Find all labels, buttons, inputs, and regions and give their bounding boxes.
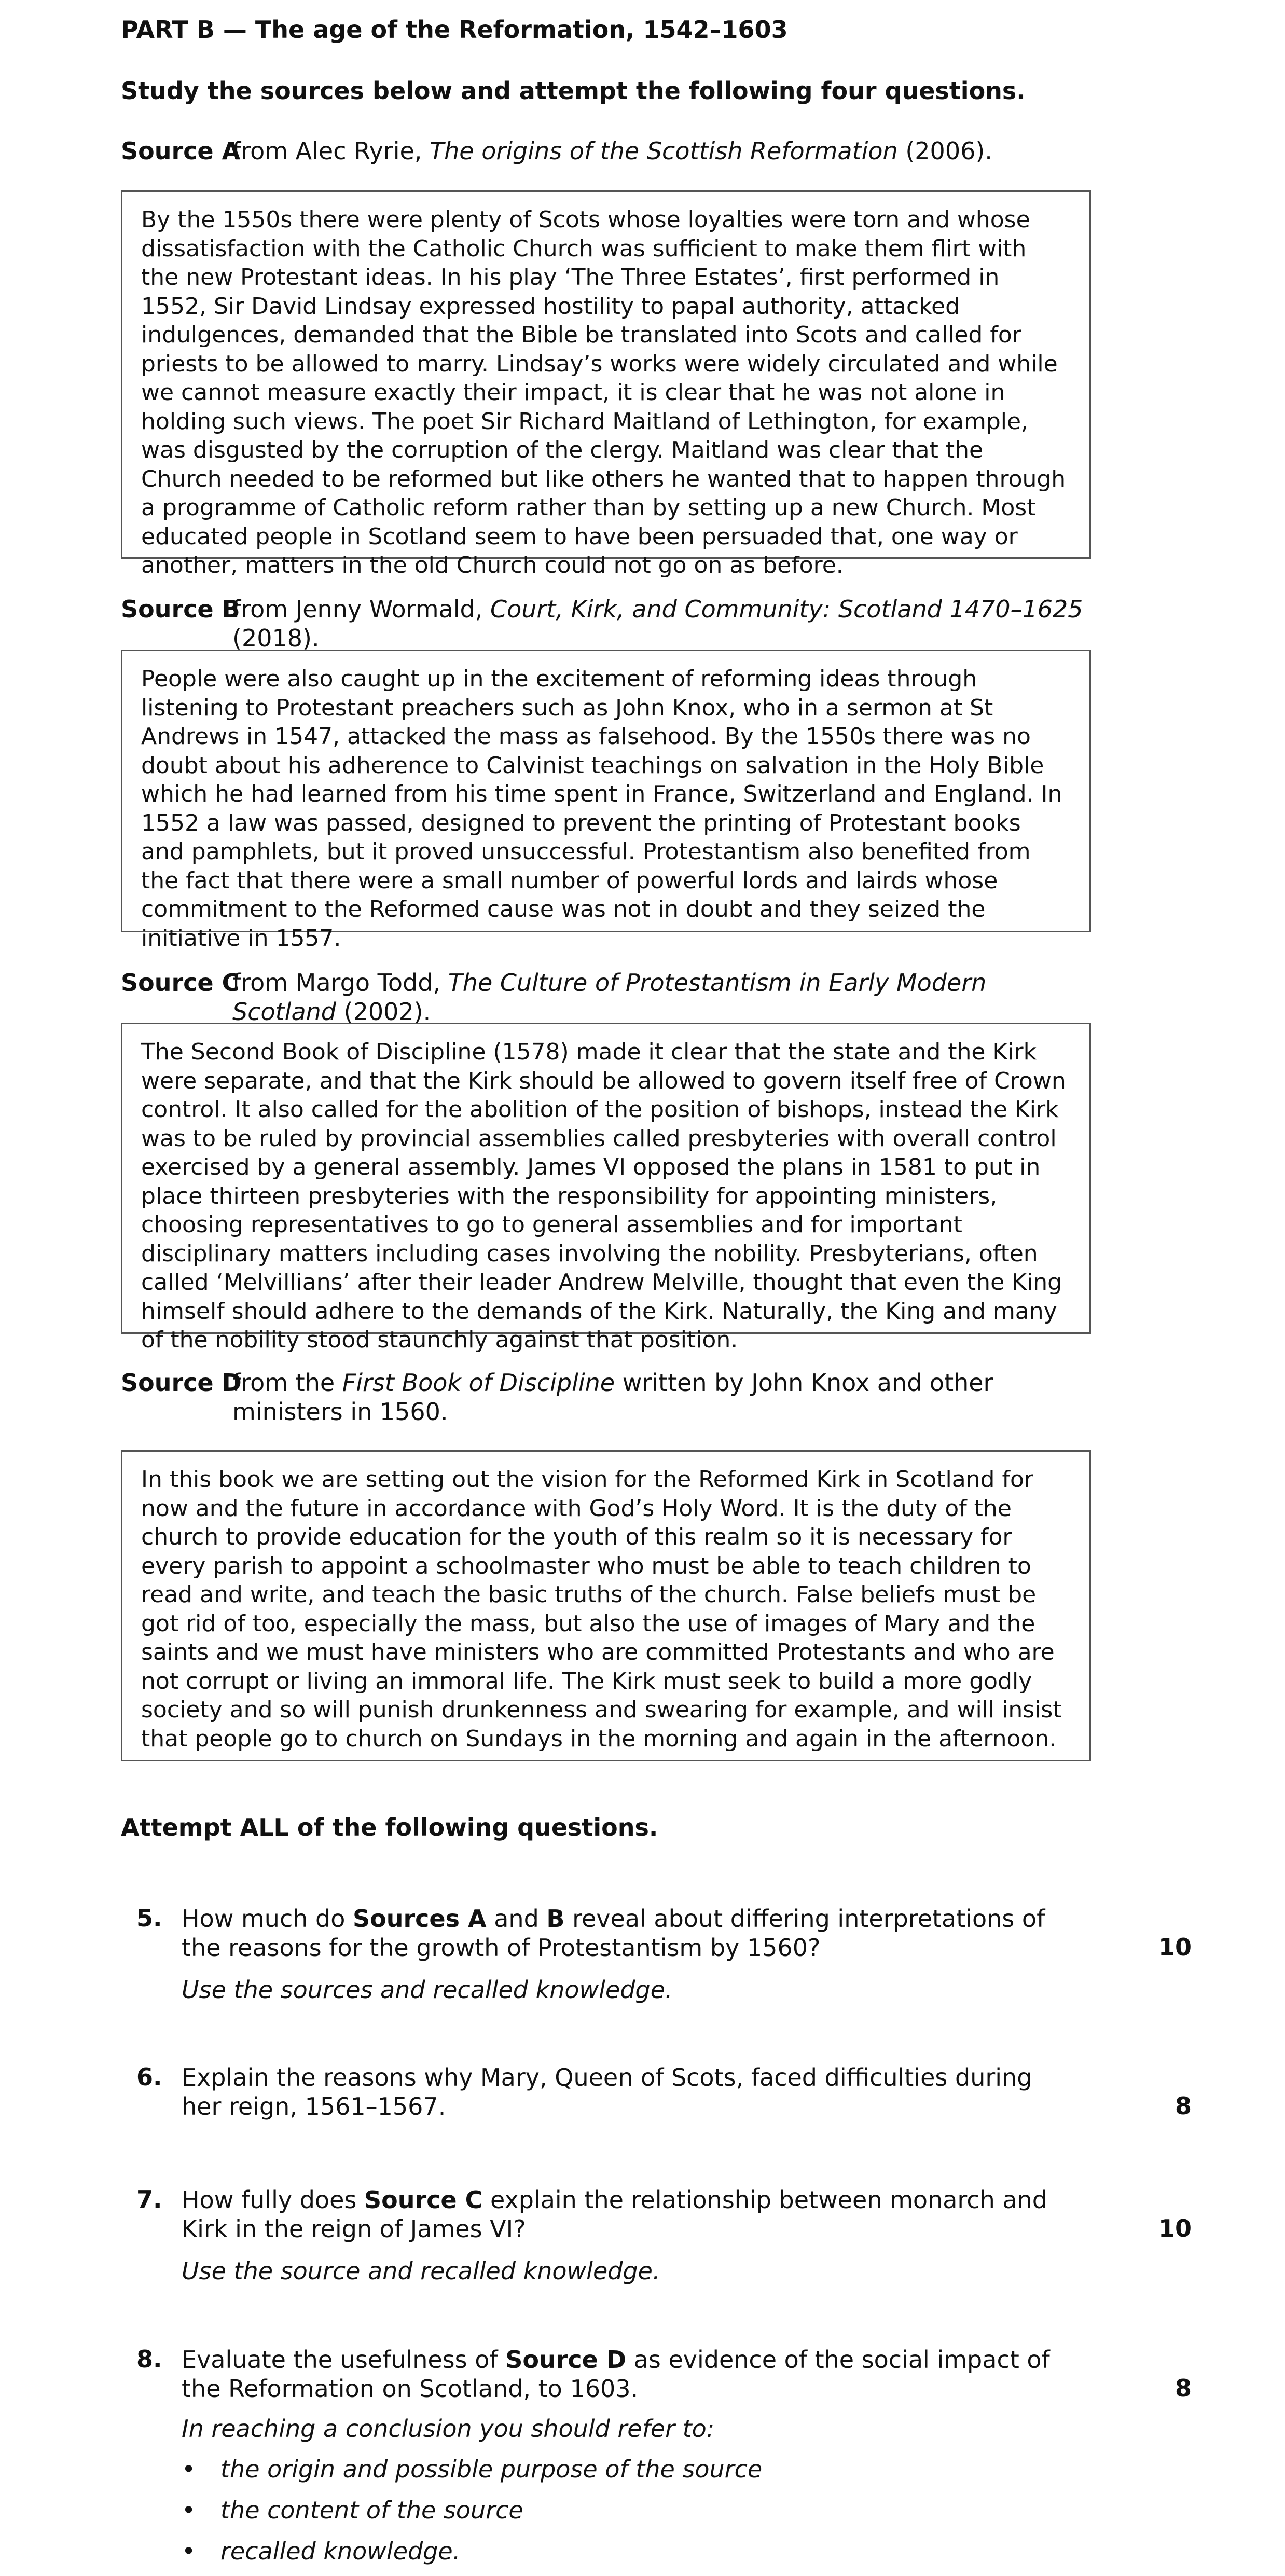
question-8-text: Evaluate the usefulness of Source D as evidence of the social impact of the Reformation on Scotland, to 1603.	[182, 2346, 1050, 2403]
attempt-all-heading: Attempt ALL of the following questions.	[121, 1813, 658, 1841]
bullet-icon: •	[182, 2496, 196, 2524]
source-d-text: In this book we are setting out the vision for the Reformed Kirk in Scotland for now and the future in accordance with God’s Holy Word. It is the duty of the church to provide education for the youth of this realm so it is necessary for every parish to appoint a schoolmaster who must be able to teach children to read and write, and teach the basic truths of the church. False beliefs must be got rid of too, especially the mass, but also the use of images of Mary and the saints and we must have ministers who are committed Protestants and who are not corrupt or living an immoral life. The Kirk must seek to build a more godly society and so will punish drunkenness and swearing for example, and will insist that people go to church on Sundays in the morning and again in the afternoon.	[141, 1466, 1062, 1752]
source-d-box	[121, 1450, 1091, 1761]
question-5-note: Use the sources and recalled knowledge.	[182, 1976, 673, 2004]
question-6-marks: 8	[1175, 2092, 1192, 2120]
bullet-icon: •	[182, 2537, 196, 2565]
question-7-number: 7.	[136, 2185, 162, 2213]
source-b-label: Source B	[121, 595, 240, 623]
source-c-label: Source C	[121, 969, 240, 997]
source-c-intro: from Margo Todd, The Culture of Protestantism in Early Modern Scotland (2002).	[232, 969, 987, 1026]
bullet-icon: •	[182, 2455, 196, 2483]
source-c-book-title: The Culture of Protestantism in Early Modern Scotland	[232, 969, 987, 1026]
source-c-text: The Second Book of Discipline (1578) made it clear that the state and the Kirk were separate, and that the Kirk should be allowed to govern itself free of Crown control. It also called for the abolition of the position of bishops, instead the Kirk was to be ruled by provincial assemblies called presbyteries with overall control exercised by a general assembly. James VI opposed the plans in 1581 to put in place thirteen presbyteries with the responsibility for appointing ministers, choosing representatives to go to general assemblies and for important disciplinary matters including cases involving the nobility. Presbyterians, often called ‘Melvillians’ after their leader Andrew Melville, thought that even the King himself should adhere to the demands of the Kirk. Naturally, the King and many of the nobility stood staunchly against that position.	[141, 1039, 1066, 1353]
question-8-marks: 8	[1175, 2374, 1192, 2402]
source-a-label: Source A	[121, 137, 241, 165]
question-6-number: 6.	[136, 2063, 162, 2091]
question-7-marks: 10	[1158, 2214, 1192, 2242]
source-a-book-title: The origins of the Scottish Reformation	[430, 137, 898, 165]
question-7-note: Use the source and recalled knowledge.	[182, 2257, 660, 2285]
question-8-number: 8.	[136, 2345, 162, 2373]
source-d-intro: from the First Book of Discipline written by John Knox and other ministers in 1560.	[232, 1369, 993, 1426]
question-5-marks: 10	[1158, 1933, 1192, 1961]
question-8-bullet-3: recalled knowledge.	[220, 2537, 461, 2565]
source-a-intro: from Alec Ryrie, The origins of the Scottish Reformation (2006).	[232, 137, 992, 165]
source-d-label: Source D	[121, 1369, 242, 1397]
question-7-text: How fully does Source C explain the relationship between monarch and Kirk in the reign of James VI?	[182, 2186, 1047, 2243]
source-c-box	[121, 1023, 1091, 1353]
source-b-text: People were also caught up in the excitement of reforming ideas through listening to Protestant preachers such as John Knox, who in a sermon at St Andrews in 1547, attacked the mass as falsehood. By the 1550s there was no doubt about his adherence to Calvinist teachings on salvation in the Holy Bible which he had learned from his time spent in France, Switzerland and England. In 1552 a law was passed, designed to prevent the printing of Protestant books and pamphlets, but it proved unsuccessful. Protestantism also benefited from the fact that there were a small number of powerful lords and lairds whose commitment to the Reformed cause was not in doubt and they seized the initiative in 1557.	[141, 666, 1062, 952]
source-b-intro: from Jenny Wormald, Court, Kirk, and Community: Scotland 1470–1625 (2018).	[232, 595, 1083, 652]
source-a-box	[121, 190, 1091, 578]
question-8-note: In reaching a conclusion you should refer to:	[182, 2415, 715, 2443]
question-8-bullet-1: the origin and possible purpose of the source	[220, 2455, 763, 2483]
source-b-book-title: Court, Kirk, and Community: Scotland 1470–1625	[490, 595, 1083, 623]
source-a-text: By the 1550s there were plenty of Scots whose loyalties were torn and whose dissatisfaction with the Catholic Church was sufficient to make them flirt with the new Protestant ideas. In his play ‘The Three Estates’, first performed in 1552, Sir David Lindsay expressed hostility to papal authority, attacked indulgences, demanded that the Bible be translated into Scots and called for priests to be allowed to marry. Lindsay’s works were widely circulated and while we cannot measure exactly their impact, it is clear that he was not alone in holding such views. The poet Sir Richard Maitland of Lethington, for example, was disgusted by the corruption of the clergy. Maitland was clear that the Church needed to be reformed but like others he wanted that to happen through a programme of Catholic reform rather than by setting up a new Church. Most educated people in Scotland seem to have been persuaded that, one way or another, matters in the old Church could not go on as before.	[141, 206, 1066, 578]
question-8-bullet-2: the content of the source	[220, 2496, 523, 2524]
instruction: Study the sources below and attempt the following four questions.	[121, 77, 1026, 105]
part-title: PART B — The age of the Reformation, 1542–1603	[121, 16, 788, 44]
question-6-text: Explain the reasons why Mary, Queen of Scots, faced difficulties during her reign, 1561–1567.	[182, 2063, 1032, 2120]
question-5-text: How much do Sources A and B reveal about differing interpretations of the reasons for the growth of Protestantism by 1560?	[182, 1905, 1045, 1962]
source-d-book-title: First Book of Discipline	[342, 1369, 615, 1397]
question-5-number: 5.	[136, 1904, 162, 1932]
source-b-box	[121, 650, 1091, 952]
